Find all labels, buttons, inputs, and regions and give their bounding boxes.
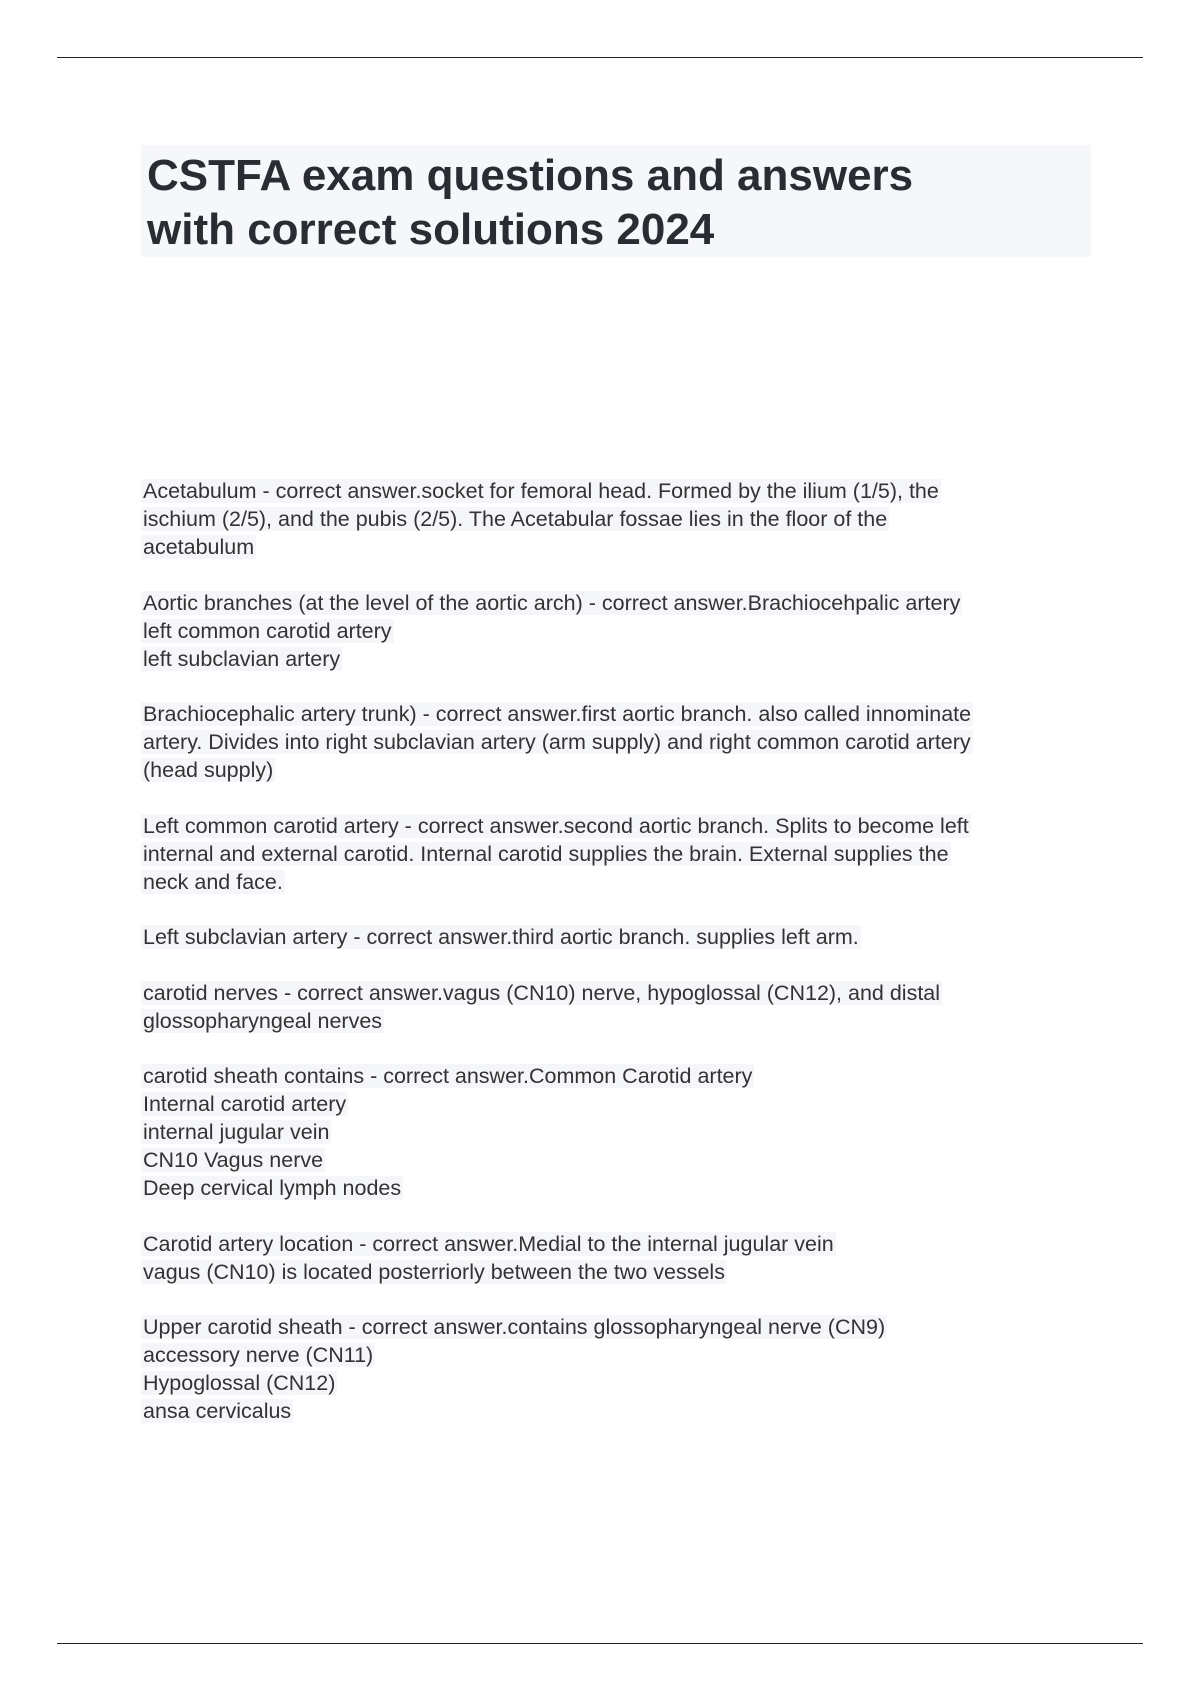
qa-entry-carotid-sheath	[141, 1062, 1111, 1202]
entry-line	[141, 589, 1111, 617]
title-block	[141, 145, 1091, 257]
entry-text: ischium (2/5), and the pubis (2/5). The Acetabular fossae lies in the floor of the	[143, 507, 888, 531]
entry-line	[141, 1174, 1111, 1202]
entry-line	[141, 979, 1111, 1007]
entry-text: left common carotid artery	[143, 618, 392, 643]
entry-text: internal and external carotid. Internal carotid supplies the brain. External supplies the	[143, 841, 949, 866]
page-title	[141, 145, 1091, 257]
entry-line	[141, 923, 1111, 951]
entry-line	[141, 728, 1111, 756]
entry-text: Upper carotid sheath - correct answer.contains glossopharyngeal nerve (CN9)	[143, 1315, 886, 1339]
qa-entry-brachiocephalic	[141, 700, 1111, 784]
entry-line	[141, 756, 1111, 784]
entry-line	[141, 477, 1111, 505]
bottom-rule	[57, 1643, 1143, 1644]
entry-text: Brachiocephalic artery trunk) - correct answer.first aortic branch. also called innominate	[143, 702, 972, 726]
entry-line	[141, 1369, 1111, 1397]
entry-line	[141, 505, 1111, 533]
entry-line	[141, 1090, 1111, 1118]
entry-text: vagus (CN10) is located posterriorly between the two vessels	[143, 1259, 725, 1284]
entry-text: carotid nerves - correct answer.vagus (CN10) nerve, hypoglossal (CN12), and distal	[143, 980, 941, 1005]
qa-entry-left-subclavian	[141, 923, 1111, 951]
entry-line	[141, 1062, 1111, 1090]
entry-line	[141, 700, 1111, 728]
entry-text: artery. Divides into right subclavian artery (arm supply) and right common carotid artery	[143, 730, 971, 754]
entry-text: glossopharyngeal nerves	[143, 1008, 383, 1033]
entry-text: neck and face.	[143, 869, 283, 894]
entry-line	[141, 1146, 1111, 1174]
entry-line	[141, 617, 1111, 645]
entry-line	[141, 840, 1111, 868]
entry-text: Deep cervical lymph nodes	[143, 1176, 402, 1200]
entry-text: CN10 Vagus nerve	[143, 1148, 324, 1172]
qa-entry-carotid-location	[141, 1230, 1111, 1286]
entry-line	[141, 1313, 1111, 1341]
entry-line	[141, 645, 1111, 673]
entry-text: ansa cervicalus	[143, 1399, 292, 1423]
entry-line	[141, 1341, 1111, 1369]
qa-entries	[141, 477, 1111, 1453]
qa-entry-left-common-carotid	[141, 812, 1111, 896]
qa-entry-acetabulum	[141, 477, 1111, 561]
entry-line	[141, 812, 1111, 840]
entry-text: Hypoglossal (CN12)	[143, 1371, 336, 1395]
entry-line	[141, 868, 1111, 896]
entry-text: Aortic branches (at the level of the aortic arch) - correct answer.Brachiocehpalic artery	[143, 590, 961, 615]
qa-entry-upper-carotid-sheath	[141, 1313, 1111, 1425]
entry-line	[141, 533, 1111, 561]
entry-text: carotid sheath contains - correct answer.Common Carotid artery	[143, 1064, 753, 1088]
entry-line	[141, 1230, 1111, 1258]
entry-text: left subclavian artery	[143, 646, 341, 671]
qa-entry-carotid-nerves	[141, 979, 1111, 1035]
entry-text: Carotid artery location - correct answer.Medial to the internal jugular vein	[143, 1231, 834, 1256]
qa-entry-aortic-branches	[141, 589, 1111, 673]
entry-text: Acetabulum - correct answer.socket for femoral head. Formed by the ilium (1/5), the	[143, 479, 939, 503]
entry-line	[141, 1118, 1111, 1146]
entry-text: Left common carotid artery - correct answer.second aortic branch. Splits to become left	[143, 813, 969, 838]
title-line-1: CSTFA exam questions and answers	[147, 151, 914, 200]
entry-text: accessory nerve (CN11)	[143, 1343, 374, 1367]
entry-text: internal jugular vein	[143, 1120, 330, 1144]
entry-line	[141, 1007, 1111, 1035]
entry-text: (head supply)	[143, 758, 274, 782]
entry-line	[141, 1397, 1111, 1425]
entry-text: Left subclavian artery - correct answer.third aortic branch. supplies left arm.	[143, 925, 859, 949]
entry-text: acetabulum	[143, 535, 255, 559]
entry-line	[141, 1258, 1111, 1286]
title-line-2: with correct solutions 2024	[147, 205, 715, 254]
entry-text: Internal carotid artery	[143, 1092, 347, 1116]
top-rule	[57, 57, 1143, 58]
